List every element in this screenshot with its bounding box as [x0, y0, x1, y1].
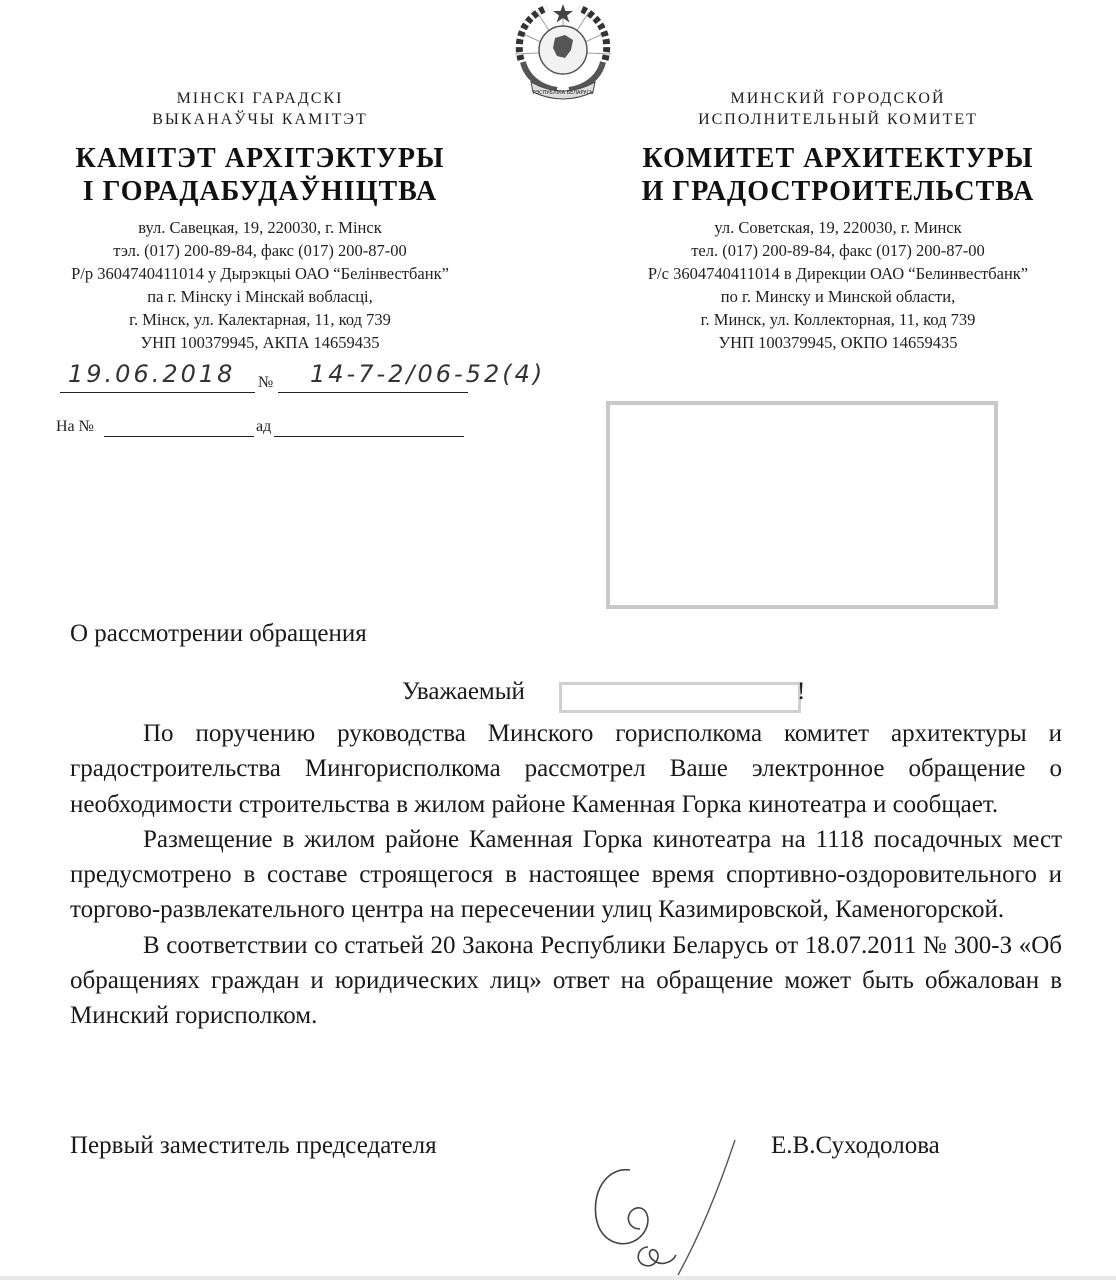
emblem-ribbon-text: РЭСПУБЛІКА БЕЛАРУСЬ: [532, 90, 594, 96]
letter-body: [70, 716, 1062, 1034]
header-belarusian: [20, 88, 500, 354]
page-bottom-edge: [0, 1276, 1116, 1280]
address-block: [600, 216, 1076, 354]
reference-underline: [104, 436, 254, 437]
address-line: тэл. (017) 200-89-84, факс (017) 200-87-00: [113, 241, 407, 260]
reference-from-label: ад: [256, 418, 272, 435]
greeting-exclamation: !: [797, 678, 806, 705]
number-label: №: [258, 374, 274, 391]
date-underline: [60, 392, 255, 393]
address-line: тел. (017) 200-89-84, факс (017) 200-87-00: [691, 241, 985, 260]
greeting-row: [0, 678, 1116, 714]
reference-from-underline: [274, 436, 464, 437]
greeting: Уважаемый: [402, 678, 525, 705]
address-line: па г. Мінску і Мінскай вобласці,: [147, 287, 373, 306]
header-russian: [600, 88, 1076, 354]
state-emblem: [507, 2, 619, 100]
committee-name-line2: И ГРАДОСТРОИТЕЛЬСТВА: [641, 176, 1035, 207]
recipient-redacted-box: [606, 401, 998, 609]
address-line: УНП 100379945, АКПА 14659435: [140, 333, 380, 352]
letter-subject: О рассмотрении обращения: [70, 620, 367, 647]
committee-name-line2: І ГОРАДАБУДАЎНІЦТВА: [82, 176, 438, 207]
org-name-line1: МИНСКИЙ ГОРОДСКОЙ: [730, 90, 946, 107]
address-line: УНП 100379945, ОКПО 14659435: [718, 333, 958, 352]
paragraph: Размещение в жилом районе Каменная Горка кинотеатра на 1118 посадочных мест предусмотрено в составе строящегося в настоящее время спортивно-оздоровительного и торгово-развлекательного центра на пересечении улиц Казимировской, Каменогорской.: [70, 825, 1062, 924]
address-line: Р/р 3604740411014 у Дырэкцыі ОАО “Белінвестбанк”: [71, 264, 449, 283]
paragraph: По поручению руководства Минского горисполкома комитет архитектуры и градостроительства Мингорисполкома рассмотрел Ваше электронное обращение о необходимости строительства в жилом районе Каменная Горка кинотеатра и сообщает.: [70, 720, 1062, 818]
signer-title: Первый заместитель председателя: [70, 1132, 437, 1159]
committee-name-line1: КОМИТЕТ АРХИТЕКТУРЫ: [642, 143, 1034, 174]
address-line: г. Минск, ул. Коллекторная, 11, код 739: [700, 310, 976, 329]
org-name-line2: ВЫКАНАЎЧЫ КАМІТЭТ: [152, 111, 368, 128]
address-line: по г. Минску и Минской области,: [720, 287, 956, 306]
recipient-name-redacted: [559, 682, 801, 713]
address-line: Р/с 3604740411014 в Дирекции ОАО “Белинвестбанк”: [647, 264, 1029, 283]
handwritten-signature: [530, 1125, 760, 1280]
address-line: г. Мінск, ул. Калектарная, 11, код 739: [129, 310, 391, 329]
committee-name-line1: КАМІТЭТ АРХІТЭКТУРЫ: [75, 143, 445, 174]
signer-name: Е.В.Суходолова: [771, 1132, 940, 1159]
registration-number: 14-7-2/06-52(4): [310, 360, 546, 388]
paragraph: В соответствии со статьей 20 Закона Республики Беларусь от 18.07.2011 № 300-З «Об обращениях граждан и юридических лиц» ответ на обращение может быть обжалован в Минский горисполком.: [70, 931, 1062, 1030]
registration-date: 19.06.2018: [68, 360, 236, 388]
address-line: ул. Советская, 19, 220030, г. Минск: [714, 218, 962, 237]
number-underline: [278, 392, 468, 393]
address-block: [20, 216, 500, 354]
reference-label: На №: [56, 418, 94, 435]
org-name-line1: МІНСКІ ГАРАДСКІ: [176, 90, 344, 107]
org-name-line2: ИСПОЛНИТЕЛЬНЫЙ КОМИТЕТ: [698, 111, 978, 128]
address-line: вул. Савецкая, 19, 220030, г. Мінск: [138, 218, 382, 237]
